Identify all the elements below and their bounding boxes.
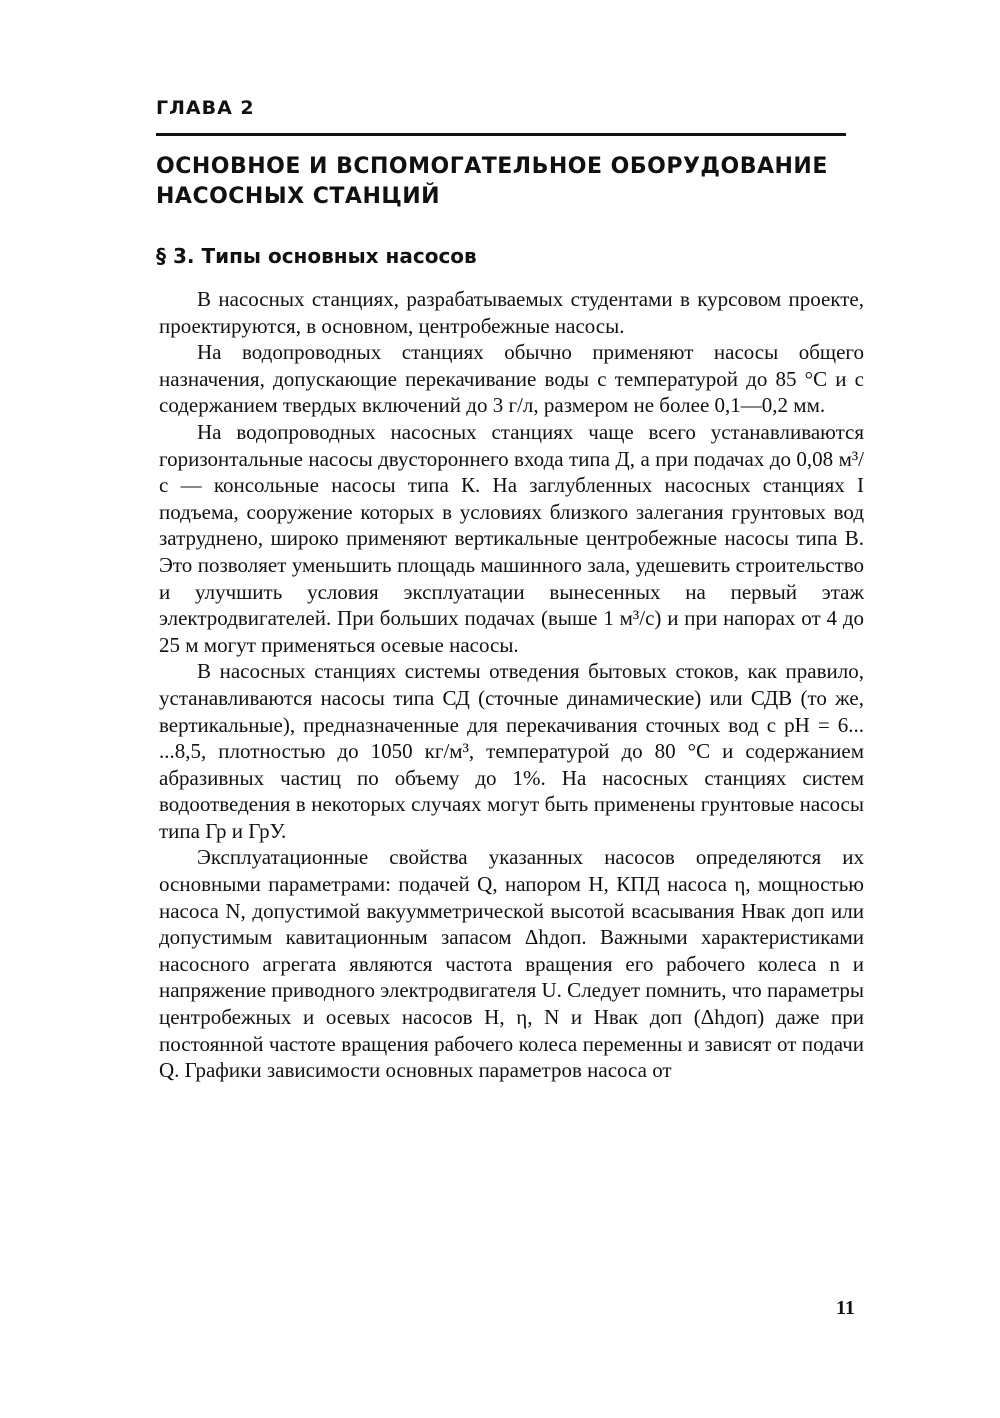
section-heading: § 3. Типы основных насосов bbox=[156, 244, 477, 268]
paragraph-4: В насосных станциях системы отведения бытовых стоков, как правило, устанавливаются насосы типа СД (сточные динамические) или СДВ (то же, вертикальные), предназначенные для перекачивания сточных вод с pH = 6... ...8,5, плотностью до 1050 кг/м³, температурой до 80 °С и содержанием абразивных частиц по объему до 1%. На насосных станциях систем водоотведения в некоторых случаях могут быть применены грунтовые насосы типа Гр и ГрУ. bbox=[159, 659, 864, 843]
body-text bbox=[159, 286, 864, 1084]
chapter-title-line-2: НАСОСНЫХ СТАНЦИЙ bbox=[156, 184, 441, 209]
chapter-heading: ГЛАВА 2 bbox=[156, 97, 255, 119]
page-number: 11 bbox=[836, 1297, 855, 1319]
paragraph-3: На водопроводных насосных станциях чаще всего устанавливаются горизонтальные насосы двустороннего входа типа Д, а при подачах до 0,08 м³/с — консольные насосы типа К. На заглубленных насосных станциях I подъема, сооружение которых в условиях близкого залегания грунтовых вод затруднено, широко применяют вертикальные центробежные насосы типа В. Это позволяет уменьшить площадь машинного зала, удешевить строительство и улучшить условия эксплуатации вынесенных на первый этаж электродвигателей. При больших подачах (выше 1 м³/с) и при напорах от 4 до 25 м могут применяться осевые насосы. bbox=[159, 419, 864, 657]
paragraph-1: В насосных станциях, разрабатываемых студентами в курсовом проекте, проектируются, в основном, центробежные насосы. bbox=[159, 287, 864, 338]
chapter-title bbox=[156, 152, 856, 212]
paragraph-2: На водопроводных станциях обычно применяют насосы общего назначения, допускающие перекачивание воды с температурой до 85 °С и с содержанием твердых включений до 3 г/л, размером не более 0,1—0,2 мм. bbox=[159, 340, 864, 418]
heading-rule bbox=[156, 133, 846, 136]
chapter-title-line-1: ОСНОВНОЕ И ВСПОМОГАТЕЛЬНОЕ ОБОРУДОВАНИЕ bbox=[156, 154, 828, 179]
paragraph-5: Эксплуатационные свойства указанных насосов определяются их основными параметрами: подачей Q, напором H, КПД насоса η, мощностью насоса N, допустимой вакуумметрической высотой всасывания Hвак доп или допустимым кавитационным запасом Δhдоп. Важными характеристиками насосного агрегата являются частота вращения его рабочего колеса n и напряжение приводного электродвигателя U. Следует помнить, что параметры центробежных и осевых насосов H, η, N и Hвак доп (Δhдоп) даже при постоянной частоте вращения рабочего колеса переменны и зависят от подачи Q. Графики зависимости основных параметров насоса от bbox=[159, 845, 864, 1083]
